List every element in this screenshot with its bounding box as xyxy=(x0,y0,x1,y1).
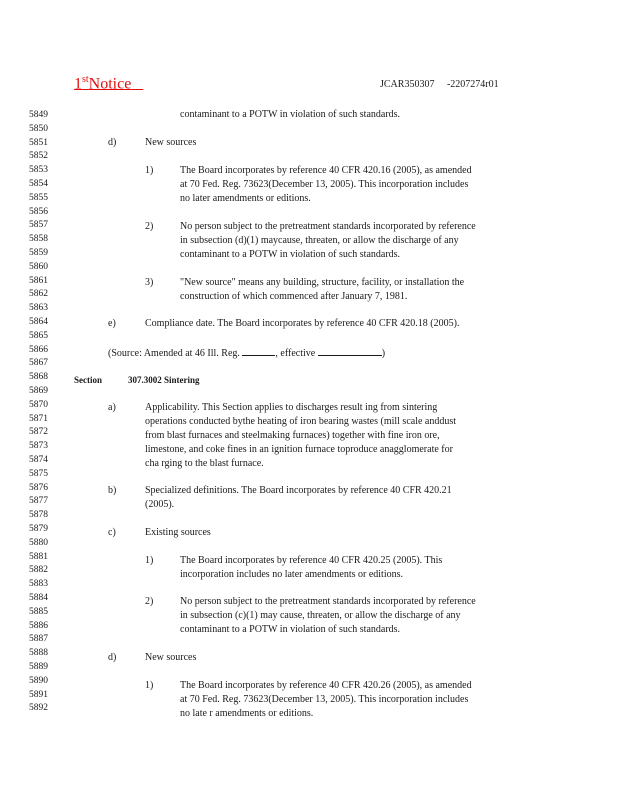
line-number: 5857 xyxy=(29,220,48,231)
paragraph-c2 xyxy=(180,595,476,637)
line-number: 5883 xyxy=(29,579,48,590)
paragraph-line: Specialized definitions. The Board incorporates by reference 40 CFR 420.21 xyxy=(145,485,452,496)
line-number: 5862 xyxy=(29,289,48,300)
line-number: 5858 xyxy=(29,234,48,245)
item-title-new-sources: New sources xyxy=(145,137,197,148)
item-marker-a: a) xyxy=(108,402,116,413)
line-number: 5886 xyxy=(29,620,48,631)
line-number: 5876 xyxy=(29,482,48,493)
paragraph-line: contaminant to a POTW in violation of such standards. xyxy=(180,624,401,635)
line-number: 5867 xyxy=(29,358,48,369)
line-number: 5879 xyxy=(29,524,48,534)
paragraph-c1 xyxy=(180,554,442,582)
paragraph-d3 xyxy=(180,276,464,304)
line-number: 5873 xyxy=(29,441,48,452)
line-number: 5856 xyxy=(29,206,48,217)
paragraph-line: contaminant to a POTW in violation of such standards. xyxy=(180,249,401,260)
line-number: 5870 xyxy=(29,399,48,410)
paragraph-line: in subsection (d)(1) maycause, threaten, or allow the discharge of any xyxy=(180,235,459,246)
line-number: 5865 xyxy=(29,330,48,341)
document-code: JCAR350307 -2207274r01 xyxy=(380,79,499,90)
line-number: 5852 xyxy=(29,151,48,162)
line-number: 5871 xyxy=(29,413,48,424)
paragraph-line: construction of which commenced after January 7, 1981. xyxy=(180,291,408,302)
line-number: 5891 xyxy=(29,689,48,700)
section-number: 307.3002 xyxy=(128,375,162,385)
notice-heading: 1stNotice xyxy=(74,74,132,93)
line-number: 5881 xyxy=(29,551,48,562)
paragraph-line: at 70 Fed. Reg. 73623(December 13, 2005). This incorporation includes xyxy=(180,694,469,705)
paragraph-line: incorporation includes no later amendments or editions. xyxy=(180,569,403,580)
item-marker-d: d) xyxy=(108,137,117,148)
line-number: 5850 xyxy=(29,123,48,134)
line-number: 5869 xyxy=(29,386,48,396)
line-number: 5860 xyxy=(29,261,48,272)
line-number: 5854 xyxy=(29,179,48,189)
paragraph-line: in subsection (c)(1) may cause, threaten, or allow the discharge of any xyxy=(180,610,461,621)
line-number: 5888 xyxy=(29,648,48,659)
line-number: 5863 xyxy=(29,303,48,314)
line-number: 5878 xyxy=(29,510,48,521)
paragraph-line: limestone, and coke fines in an ignition furnace toproduce anagglomerate for xyxy=(145,444,453,455)
blank-reg-number xyxy=(242,345,275,356)
subitem-marker-1: 1) xyxy=(145,680,154,691)
subitem-marker-2: 2) xyxy=(145,596,154,607)
line-number: 5849 xyxy=(29,110,48,120)
line-number: 5868 xyxy=(29,372,48,383)
line-number: 5853 xyxy=(29,165,48,176)
paragraph-line: No person subject to the pretreatment standards incorporated by reference xyxy=(180,596,476,607)
line-number: 5855 xyxy=(29,192,48,203)
paragraph-d2 xyxy=(180,220,476,262)
line-number: 5889 xyxy=(29,662,48,672)
item-marker-e: e) xyxy=(108,318,116,329)
section-label: Section xyxy=(74,375,102,385)
line-number: 5866 xyxy=(29,344,48,355)
paragraph-d1 xyxy=(180,164,472,206)
line-number: 5885 xyxy=(29,606,48,617)
line-number: 5880 xyxy=(29,537,48,548)
subitem-marker-1: 1) xyxy=(145,555,154,566)
paragraph-line: The Board incorporates by reference 40 CFR 420.26 (2005), as amended xyxy=(180,680,472,691)
paragraph-line: No person subject to the pretreatment standards incorporated by reference xyxy=(180,221,476,232)
paragraph-line: The Board incorporates by reference 40 CFR 420.16 (2005), as amended xyxy=(180,165,472,176)
paragraph-line: no later amendments or editions. xyxy=(180,193,311,204)
subitem-marker-1: 1) xyxy=(145,165,154,176)
item-marker-c: c) xyxy=(108,527,116,538)
continuation-line: contaminant to a POTW in violation of such standards. xyxy=(180,109,401,120)
line-number: 5875 xyxy=(29,468,48,479)
paragraph-d1-sintering xyxy=(180,679,472,721)
line-number: 5861 xyxy=(29,275,48,286)
line-number: 5874 xyxy=(29,455,48,465)
item-marker-d: d) xyxy=(108,652,117,663)
section-title: Sintering xyxy=(164,375,200,385)
item-title-existing-sources: Existing sources xyxy=(145,527,211,538)
line-number: 5859 xyxy=(29,248,48,258)
line-number: 5864 xyxy=(29,317,48,327)
line-number: 5892 xyxy=(29,703,48,714)
paragraph-applicability xyxy=(145,401,456,471)
subitem-marker-3: 3) xyxy=(145,277,154,288)
item-title-new-sources: New sources xyxy=(145,652,197,663)
paragraph-line: no late r amendments or editions. xyxy=(180,708,314,719)
item-marker-b: b) xyxy=(108,485,117,496)
blank-effective-date xyxy=(318,345,382,356)
subitem-marker-2: 2) xyxy=(145,221,154,232)
paragraph-line: from blast furnaces and steelmaking furnaces) together with fine iron ore, xyxy=(145,430,440,441)
line-number: 5890 xyxy=(29,675,48,686)
line-number: 5884 xyxy=(29,593,48,603)
line-number: 5851 xyxy=(29,137,48,148)
paragraph-line: Applicability. This Section applies to discharges result ing from sintering xyxy=(145,402,438,413)
line-number: 5872 xyxy=(29,427,48,438)
paragraph-line: (2005). xyxy=(145,499,175,510)
paragraph-line: "New source" means any building, structure, facility, or installation the xyxy=(180,277,465,288)
line-number: 5877 xyxy=(29,496,48,507)
paragraph-line: at 70 Fed. Reg. 73623(December 13, 2005). This incorporation includes xyxy=(180,179,469,190)
paragraph-line: cha rging to the blast furnace. xyxy=(145,458,264,469)
compliance-date-text: Compliance date. The Board incorporates by reference 40 CFR 420.18 (2005). xyxy=(145,318,460,329)
paragraph-definitions xyxy=(145,484,452,512)
paragraph-line: operations conducted bythe heating of iron bearing wastes (mill scale anddust xyxy=(145,416,457,427)
line-number: 5887 xyxy=(29,634,48,645)
paragraph-line: The Board incorporates by reference 40 CFR 420.25 (2005). This xyxy=(180,555,443,566)
line-number: 5882 xyxy=(29,565,48,576)
source-note: (Source: Amended at 46 Ill. Reg. , effective ) xyxy=(108,345,385,361)
